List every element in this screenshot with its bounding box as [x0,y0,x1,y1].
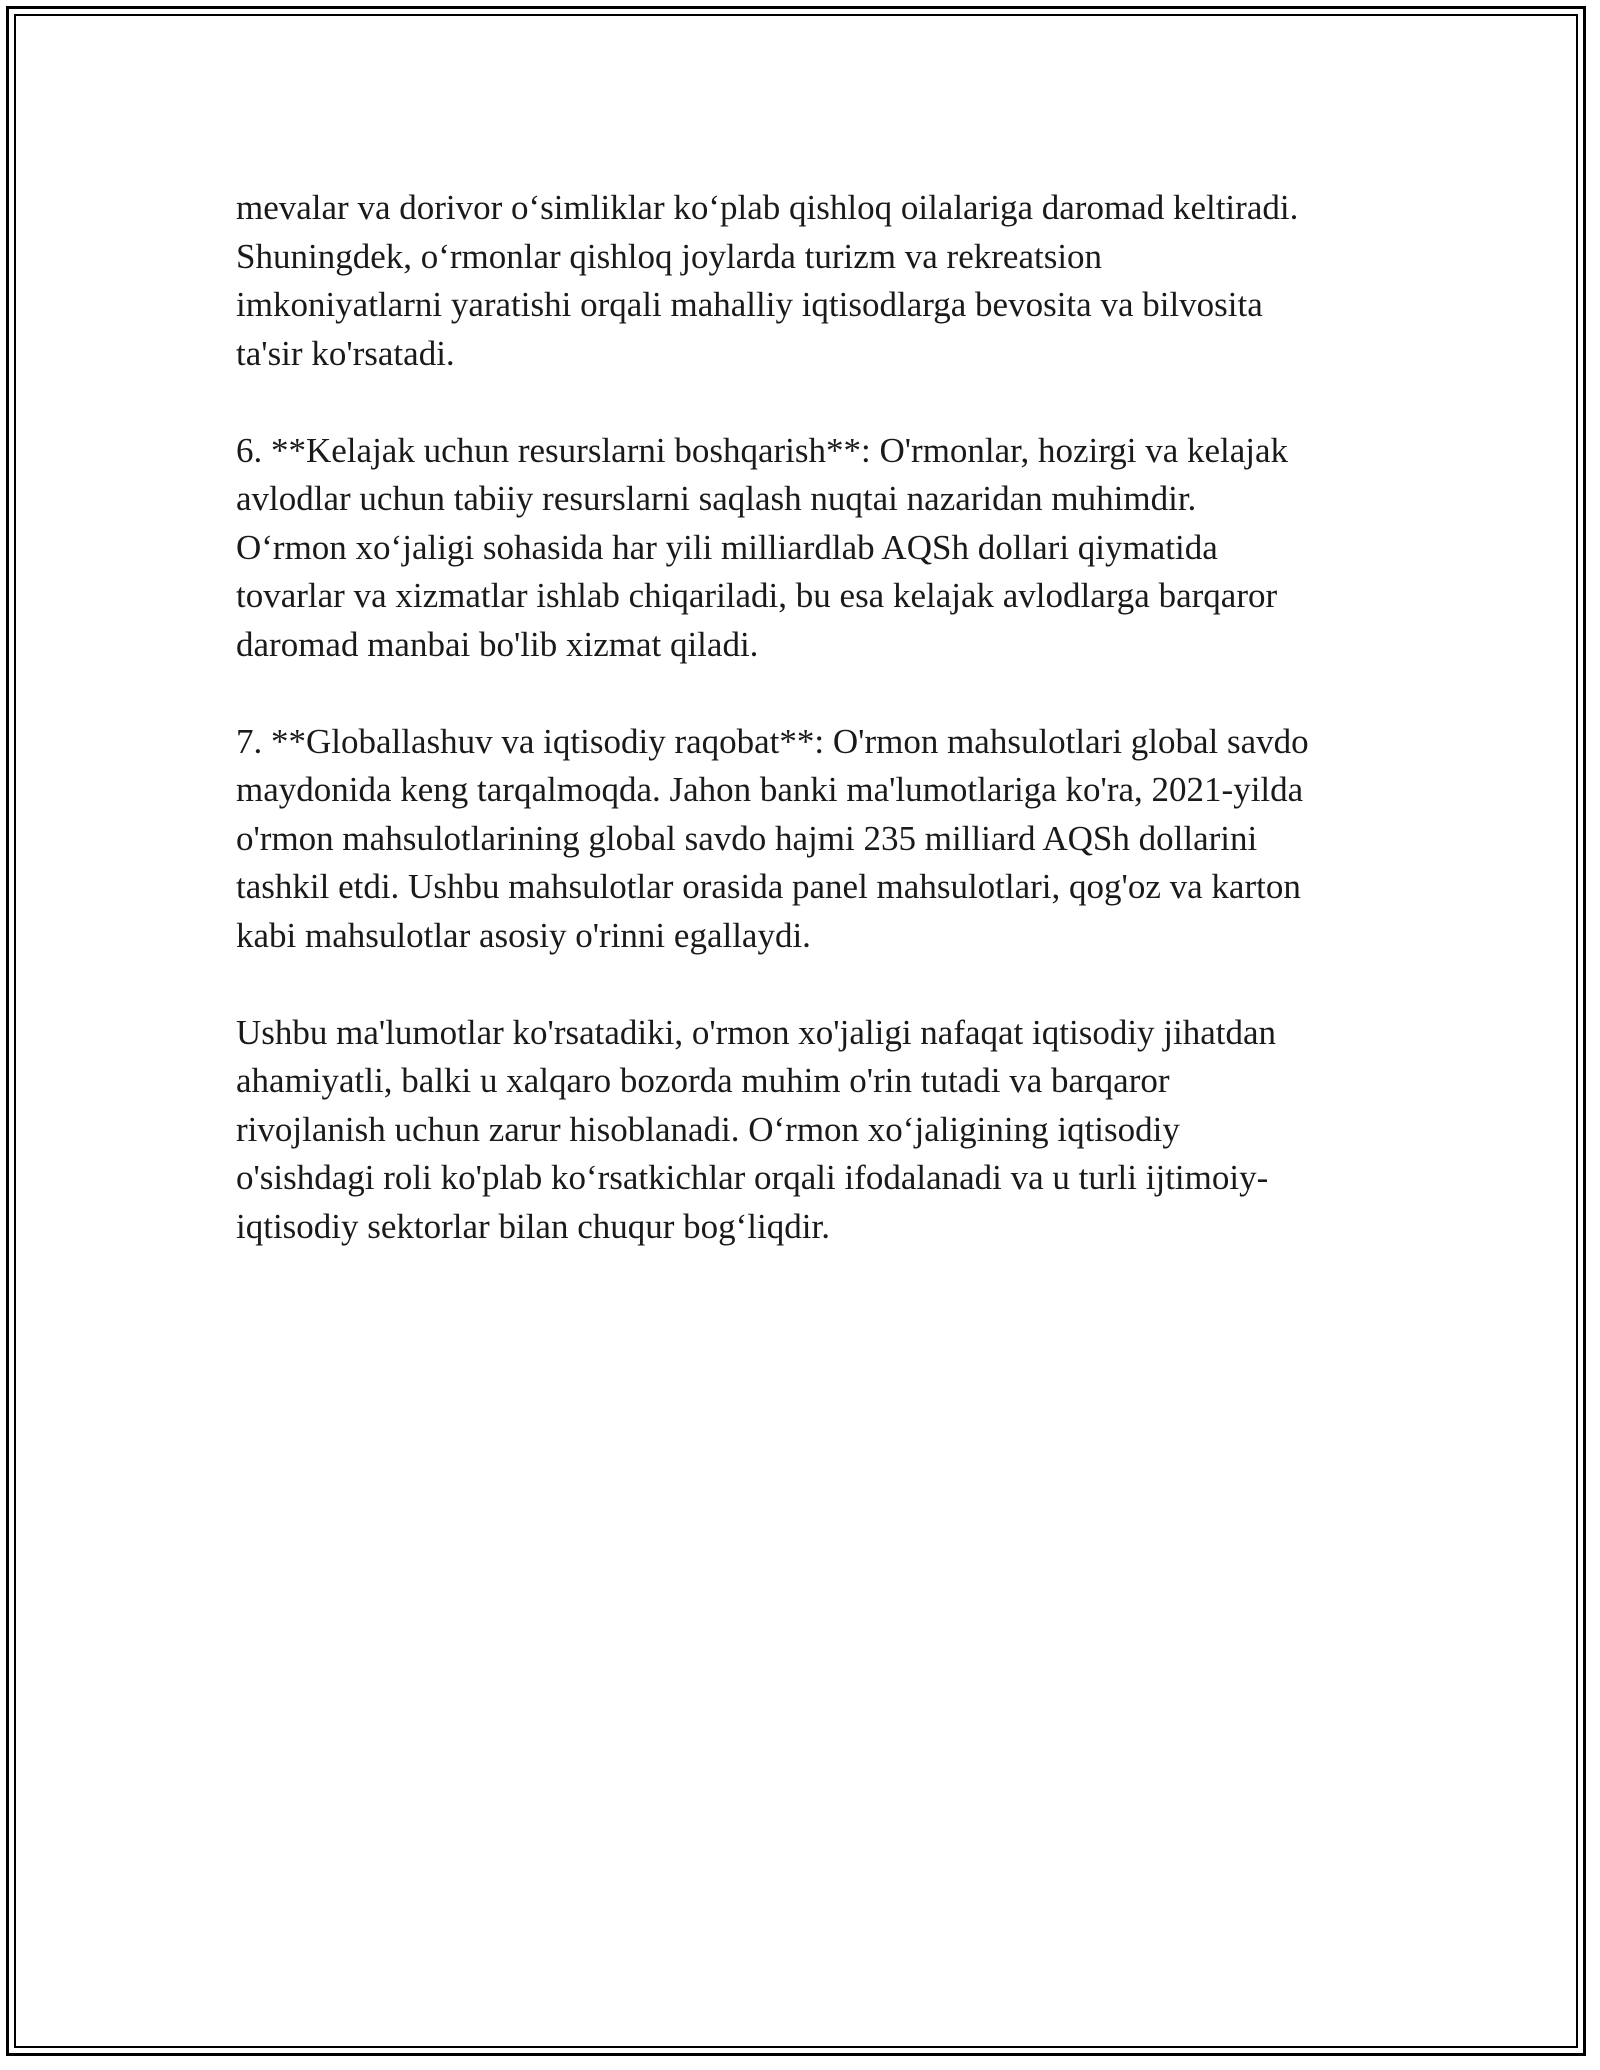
text-line: 6. **Kelajak uchun resurslarni boshqarish**: O'rmonlar, hozirgi va kelajak [236,430,1289,470]
document-body [236,184,1376,1300]
text-line: avlodlar uchun tabiiy resurslarni saqlash nuqtai nazaridan muhimdir. [236,479,1197,518]
text-line: tashkil etdi. Ushbu mahsulotlar orasida panel mahsulotlari, qog'oz va karton [236,867,1301,906]
text-line: Shuningdek, o‘rmonlar qishloq joylarda turizm va rekreatsion [236,236,1103,276]
text-line: imkoniyatlarni yaratishi orqali mahalliy iqtisodlarga bevosita va bilvosita [236,285,1263,324]
text-line: daromad manbai bo'lib xizmat qiladi. [236,624,759,664]
text-line: o'sishdagi roli ko'plab ko‘rsatkichlar orqali ifodalanadi va u turli ijtimoiy- [236,1158,1269,1197]
paragraph-conclusion [236,1009,1376,1252]
text-line: mevalar va dorivor o‘simliklar ko‘plab qishloq oilalariga daromad keltiradi. [236,188,1299,227]
text-line: ta'sir ko'rsatadi. [236,333,455,373]
text-line: 7. **Globallashuv va iqtisodiy raqobat**: O'rmon mahsulotlari global savdo [236,721,1309,761]
paragraph-item-6 [236,427,1376,670]
text-line: o'rmon mahsulotlarining global savdo hajmi 235 milliard AQSh dollarini [236,818,1258,858]
text-line: Ushbu ma'lumotlar ko'rsatadiki, o'rmon xo'jaligi nafaqat iqtisodiy jihatdan [236,1012,1277,1052]
text-line: iqtisodiy sektorlar bilan chuqur bog‘liqdir. [236,1206,830,1246]
text-line: ahamiyatli, balki u xalqaro bozorda muhim o'rin tutadi va barqaror [236,1061,1170,1100]
paragraph-item-7 [236,718,1376,961]
text-line: maydonida keng tarqalmoqda. Jahon banki ma'lumotlariga ko'ra, 2021-yilda [236,770,1304,809]
paragraph-continuation [236,184,1376,378]
text-line: kabi mahsulotlar asosiy o'rinni egallaydi. [236,915,811,955]
text-line: O‘rmon xo‘jaligi sohasida har yili milliardlab AQSh dollari qiymatida [236,527,1218,567]
text-line: rivojlanish uchun zarur hisoblanadi. O‘rmon xo‘jaligining iqtisodiy [236,1109,1180,1149]
text-line: tovarlar va xizmatlar ishlab chiqariladi, bu esa kelajak avlodlarga barqaror [236,576,1278,615]
